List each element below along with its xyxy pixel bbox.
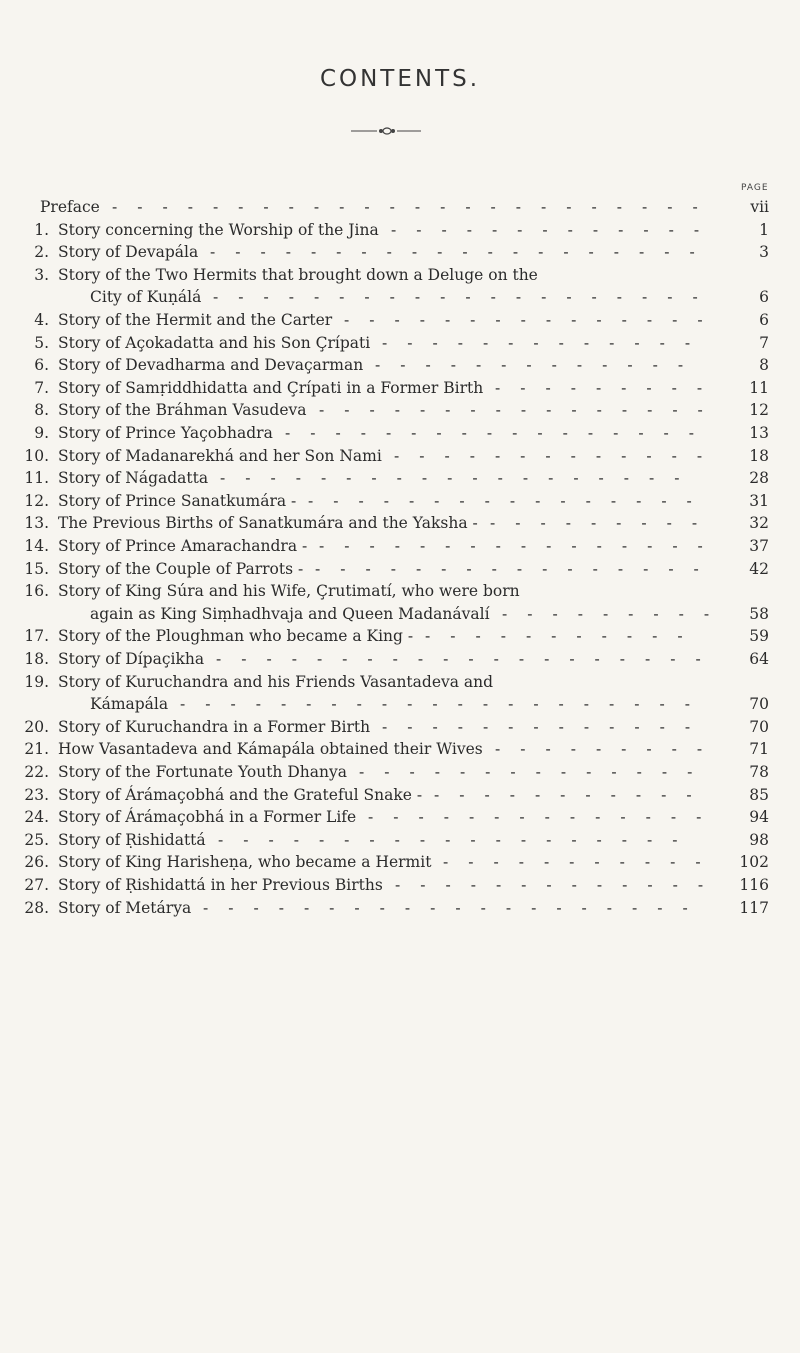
dot-leader: --------------------	[216, 650, 721, 668]
entry-page: 3	[759, 243, 769, 262]
entry-title: Story of Devapála	[58, 243, 199, 262]
dot-leader: -------------	[391, 220, 720, 239]
entry-number: 8.	[34, 401, 49, 420]
entry-number: 28.	[24, 898, 49, 917]
entry-number: 12.	[24, 491, 49, 510]
entry-page: 58	[749, 604, 769, 623]
entry-number: 6.	[34, 356, 49, 375]
entry-page: 8	[759, 356, 769, 375]
page-column-label: PAGE	[741, 183, 769, 193]
entry-title: Story of Metárya	[58, 898, 192, 917]
dot-leader: ---------------------	[180, 695, 710, 714]
dot-leader: -------------------	[218, 830, 698, 849]
entry-number: 27.	[24, 876, 49, 894]
entry-title: Story of the Fortunate Youth Dhanya	[58, 763, 347, 781]
entry-title: Story of the Bráhman Vasudeva	[58, 401, 307, 420]
entry-number: 5.	[34, 333, 49, 352]
entry-number: 7.	[34, 378, 49, 397]
entry-title: Story of Kuruchandra and his Friends Vasantadeva and	[58, 672, 494, 691]
entry-page: 64	[749, 650, 769, 668]
dot-leader: ---------------	[344, 311, 723, 329]
dot-leader: ---------	[490, 514, 718, 533]
entry-title: The Previous Births of Sanatkumára and the Yaksha -	[58, 514, 478, 533]
entry-title: Story of Kuruchandra in a Former Birth	[58, 717, 371, 736]
entry-page: 7	[759, 333, 769, 352]
entry-page: 6	[759, 288, 769, 307]
entry-page: 71	[749, 740, 769, 759]
dot-leader: -----------	[443, 853, 721, 872]
dot-leader: -------------	[382, 333, 711, 352]
dot-leader: ---------	[495, 740, 723, 759]
entry-number: 16.	[24, 582, 49, 601]
page-title: CONTENTS.	[319, 66, 481, 92]
dot-leader: -----------	[434, 785, 712, 804]
entry-page: 70	[749, 695, 769, 714]
dot-leader: -------------------	[220, 469, 700, 488]
entry-title: Story of Prince Sanatkumára -	[58, 491, 297, 510]
dot-leader: ----------------	[315, 559, 719, 578]
entry-number: 3.	[34, 265, 49, 284]
entry-page: 13	[749, 424, 769, 442]
dot-leader: --------------------	[213, 288, 718, 307]
entry-title: Story of King Harisheṇa, who became a Hermit	[58, 853, 432, 872]
entry-title: Story of King Súra and his Wife, Çrutimatí, who were born	[58, 582, 520, 601]
entry-number: 13.	[24, 514, 49, 533]
entry-number: 2.	[34, 243, 49, 262]
dot-leader: --------------------	[203, 898, 708, 917]
entry-number: 22.	[24, 763, 49, 781]
entry-number: 17.	[24, 627, 49, 646]
entry-title: Story of Prince Yaçobhadra	[58, 424, 273, 442]
dot-leader: --------------	[359, 763, 713, 781]
entry-page: 85	[749, 785, 769, 804]
dot-leader: ---------	[502, 604, 730, 623]
entry-page: 117	[739, 898, 769, 917]
entry-number: 9.	[34, 424, 49, 442]
entry-page: 11	[749, 378, 769, 397]
entry-page: 116	[739, 876, 769, 894]
entry-title: Story of Ṛishidattá in her Previous Births	[58, 876, 383, 894]
entry-title: Story of Prince Amarachandra -	[58, 537, 308, 555]
entry-page: 78	[749, 763, 769, 781]
entry-title: Story of the Two Hermits that brought down a Deluge on the	[58, 265, 538, 284]
dot-leader: -----------------	[285, 424, 715, 442]
entry-title: Story of the Hermit and the Carter	[58, 311, 333, 329]
dot-leader: -------------	[395, 876, 724, 894]
entry-page: 102	[739, 853, 769, 872]
entry-number: 1.	[34, 220, 49, 239]
entry-title: Story of Ṛishidattá	[58, 830, 206, 849]
entry-title: Story of Madanarekhá and her Son Nami	[58, 446, 382, 465]
entry-number: 4.	[34, 311, 49, 329]
entry-page: vii	[750, 198, 769, 216]
entry-page: 59	[749, 627, 769, 646]
entry-title: Preface	[40, 198, 100, 216]
dot-leader: ----------------	[319, 401, 723, 420]
entry-number: 18.	[24, 650, 49, 668]
entry-page: 98	[749, 830, 769, 849]
entry-number: 11.	[24, 469, 49, 488]
entry-title: Story of the Couple of Parrots -	[58, 559, 304, 578]
entry-title: How Vasantadeva and Kámapála obtained their Wives	[58, 740, 483, 759]
entry-title: Kámapála	[90, 695, 169, 714]
entry-title: Story of Devadharma and Devaçarman	[58, 356, 364, 375]
entry-title: Story of Árámaçobhá and the Grateful Snake -	[58, 785, 423, 804]
dot-leader: --------------	[368, 808, 722, 827]
entry-page: 6	[759, 311, 769, 329]
dot-leader: ---------	[495, 378, 723, 397]
entry-number: 20.	[24, 717, 49, 736]
entry-title: Story of Samṛiddhidatta and Çrípati in a Former Birth	[58, 378, 484, 397]
entry-title: City of Kuṇálá	[90, 288, 202, 307]
entry-page: 32	[749, 514, 769, 533]
dot-leader: -----------	[425, 627, 703, 646]
entry-number: 23.	[24, 785, 49, 804]
entry-title: Story of Açokadatta and his Son Çrípati	[58, 333, 371, 352]
entry-number: 19.	[24, 672, 49, 691]
entry-page: 1	[759, 220, 769, 239]
entry-number: 14.	[24, 537, 49, 555]
entry-title: Story of the Ploughman who became a King -	[58, 627, 414, 646]
entry-number: 15.	[24, 559, 49, 578]
dot-leader: -------------	[382, 717, 711, 736]
entry-title: Story of Árámaçobhá in a Former Life	[58, 808, 357, 827]
entry-number: 26.	[24, 853, 49, 872]
entry-title: Story of Nágadatta	[58, 469, 209, 488]
entry-number: 25.	[24, 830, 49, 849]
entry-page: 18	[749, 446, 769, 465]
entry-page: 94	[749, 808, 769, 827]
dot-leader: -------------	[394, 446, 723, 465]
entry-number: 10.	[24, 446, 49, 465]
entry-page: 37	[749, 537, 769, 555]
dot-leader: ----------------	[308, 491, 712, 510]
ornament-divider-icon	[351, 126, 421, 136]
entry-page: 12	[749, 401, 769, 420]
dot-leader: -------------	[375, 356, 704, 375]
dot-leader: ------------------------	[112, 198, 718, 216]
entry-title: again as King Siṃhadhvaja and Queen Madanávalí	[90, 604, 490, 623]
entry-number: 21.	[24, 740, 49, 759]
entry-title: Story of Dípaçikha	[58, 650, 205, 668]
entry-page: 42	[749, 559, 769, 578]
entry-number: 24.	[24, 808, 49, 827]
entry-page: 31	[749, 491, 769, 510]
dot-leader: ----------------	[319, 537, 723, 555]
entry-title: Story concerning the Worship of the Jina	[58, 220, 379, 239]
entry-page: 70	[749, 717, 769, 736]
entry-page: 28	[749, 469, 769, 488]
dot-leader: --------------------	[210, 243, 715, 262]
